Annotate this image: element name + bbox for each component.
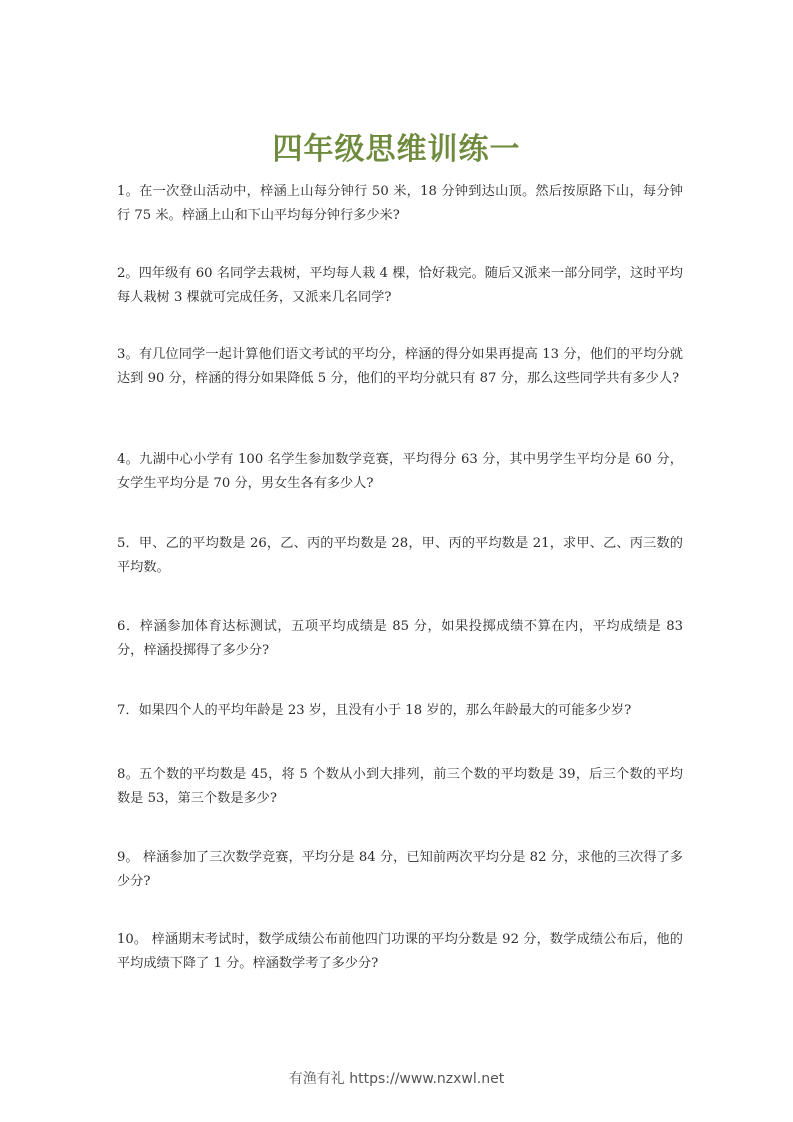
question-1: 1。在一次登山活动中，梓涵上山每分钟行 50 米，18 分钟到达山顶。然后按原路下山，每分钟行 75 米。梓涵上山和下山平均每分钟行多少米? <box>117 184 683 223</box>
question-4: 4。九湖中心小学有 100 名学生参加数学竞赛，平均得分 63 分，其中男学生平均分是 60 分，女学生平均分是 70 分，男女生各有多少人? <box>117 452 683 491</box>
question-8: 8。五个数的平均数是 45，将 5 个数从小到大排列，前三个数的平均数是 39，后三个数的平均数是 53，第三个数是多少? <box>117 767 683 806</box>
watermark-footer: 有渔有礼 https://www.nzxwl.net <box>288 1071 505 1087</box>
question-6: 6．梓涵参加体育达标测试，五项平均成绩是 85 分，如果投掷成绩不算在内，平均成绩是 83 分，梓涵投掷得了多少分? <box>117 619 683 658</box>
question-3: 3。有几位同学一起计算他们语文考试的平均分，梓涵的得分如果再提高 13 分，他们的平均分就达到 90 分，梓涵的得分如果降低 5 分，他们的平均分就只有 87 分，那么这些同学共有多少人? <box>117 347 683 386</box>
question-7: 7．如果四个人的平均年龄是 23 岁，且没有小于 18 岁的，那么年龄最大的可能多少岁? <box>117 703 632 718</box>
question-5: 5．甲、乙的平均数是 26，乙、丙的平均数是 28，甲、丙的平均数是 21，求甲、乙、丙三数的平均数。 <box>117 536 683 575</box>
question-9: 9。 梓涵参加了三次数学竞赛，平均分是 84 分，已知前两次平均分是 82 分，求他的三次得了多少分? <box>117 850 683 889</box>
page-title: 四年级思维训练一 <box>272 132 521 168</box>
question-2: 2。四年级有 60 名同学去栽树，平均每人栽 4 棵，恰好栽完。随后又派来一部分同学，这时平均每人栽树 3 棵就可完成任务，又派来几名同学? <box>117 266 683 305</box>
question-10: 10。 梓涵期末考试时，数学成绩公布前他四门功课的平均分数是 92 分，数学成绩公布后，他的平均成绩下降了 1 分。梓涵数学考了多少分? <box>117 932 683 971</box>
